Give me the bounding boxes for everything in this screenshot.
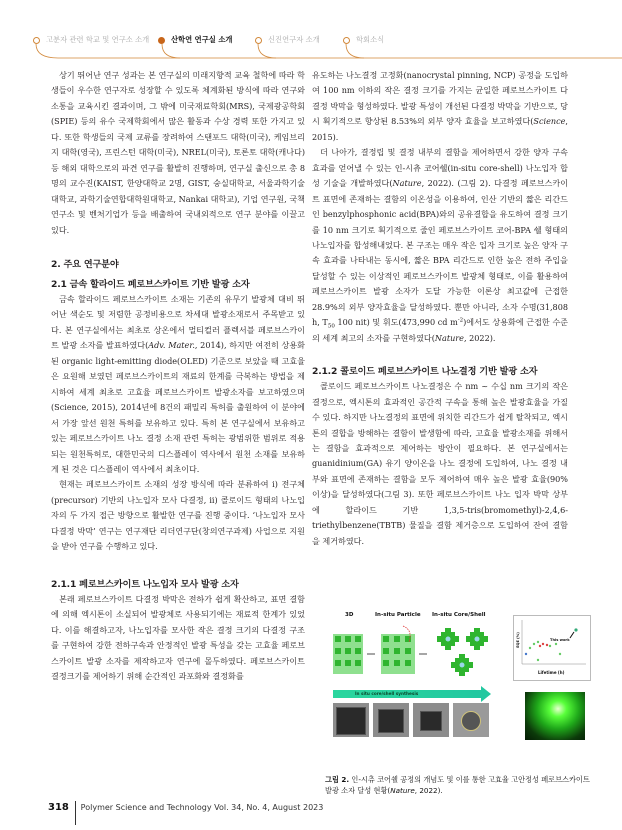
panel-label-core-shell: In-situ Core/Shell	[432, 612, 486, 618]
data-point	[549, 645, 551, 647]
section-nav	[0, 30, 622, 60]
nav-item-new-researchers[interactable]	[255, 35, 320, 45]
arrow-label: In situ core/shell synthesis	[355, 691, 419, 696]
nav-item-label: 신진연구자 소개	[268, 35, 320, 44]
panel-label-3d: 3D	[345, 612, 354, 618]
citation: Nature	[392, 178, 422, 189]
caption-text: 인-시츄 코어쉘 공정의 개념도 및 이를 통한 고효율 고안정성 페로브스카이트 발광 소자 달성 현황(	[325, 775, 590, 795]
nav-circle-icon	[343, 37, 350, 44]
citation: Nature	[434, 332, 464, 343]
data-point	[525, 653, 527, 655]
nav-circle-icon	[255, 37, 262, 44]
paragraph-2-1-a	[51, 292, 305, 477]
arrow-head-icon	[481, 686, 491, 702]
nav-item-society-news[interactable]	[343, 35, 384, 45]
core-shell-particles	[437, 628, 488, 676]
text-span: 유도하는 나노결정 고정화(nanocrystal pinning, NCP) 공정을 도입하여 100 nm 이하의 작은 결정 크기를 가지는 균일한 페로브스카이트 다결정 박막을 형성하였다. 발광 특성이 개선된 다결정 박막을 기반으로, 당시 획기적으로 향상된 8.53%의 외부 양자 효율을 보고하였다(	[312, 70, 568, 127]
paragraph-continued	[312, 68, 568, 145]
paragraph-2-1-b: 현재는 페로브스카이트 소재의 성장 방식에 따라 분류하여 i) 전구체(precursor) 기반의 나노입자 모사 다결정, ii) 콜로이드 형태의 나노입자의 두 가지 접근 방향으로 활발한 연구를 진행 중이다. ‘나노입자 모사 다결정 박막’ 연구는 연구재단 리더연구단(창의연구과제) 사업으로 지원을 받아 연구를 수행하고 있다.	[51, 479, 305, 552]
data-point-this-work	[574, 628, 577, 631]
chart-annotation: This work	[550, 638, 570, 642]
data-point	[546, 644, 548, 646]
nav-item-label: 산학연 연구실 소개	[171, 35, 233, 44]
figure-2	[325, 612, 590, 792]
data-point	[542, 643, 544, 645]
text-span: , 2022). (그림 2). 다결정 페로브스카이트 표면에 존재하는 결함의 이온성을 이용하여, 인산 기반의 짧은 리간드인 benzylphosphonic acid(BPA)와의 공유결합을 유도하여 결정 크기를 10 nm 크기로 획기적으로 줄인 페로브스카이트 코어-BPA 쉘 형태의 나노입자를 합성해내었다. 본 구조는 매우 작은 입자 크기로 높은 양자 구속 효과를 나타내는 동시에, 짧은 BPA 리간드로 인한 높은 전하 주입을 달성할 수 있는 이상적인 페로브스카이트 발광체 형태로, 이를 활용하여 페로브스카이트 발광 소자가 도달 가능한 이론상 최고값에 근접한 28.9%의 외부 양자효율을 달성하였다. 뿐만 아니라, 소자 수명(31,808 h, T	[312, 178, 569, 328]
left-column	[51, 68, 305, 684]
lattice-3d	[333, 634, 363, 674]
data-point	[537, 641, 539, 643]
eqe-lifetime-chart	[513, 615, 591, 681]
citation: Science	[533, 116, 566, 127]
data-point	[537, 659, 539, 661]
chart-xlabel: Lifetime (h)	[538, 670, 565, 675]
footer-divider	[75, 801, 76, 825]
nav-circle-icon	[33, 37, 40, 44]
tem-image	[453, 703, 489, 737]
text-span: 금속 할라이드 페로브스카이트 소재는 기존의 유무기 발광체 대비 뛰어난 색순도 및 저렴한 공정비용으로 차세대 발광소재로서 주목받고 있다. 본 연구실에서는 최초로 상온에서 멀티컬러 플렉서블 페로브스카이트 발광 소자를 발표하였다(	[51, 293, 305, 351]
text-span: 100 nit) 및 휘도(473,990 cd m	[334, 317, 458, 328]
page-footer	[48, 789, 323, 825]
tem-image	[333, 703, 369, 737]
figure-caption	[325, 775, 590, 796]
data-point	[559, 653, 561, 655]
panel-label-particle: In-situ Particle	[375, 612, 421, 618]
data-point	[555, 643, 557, 645]
citation: Adv. Mater.	[148, 340, 195, 351]
text-span: )에서도 상용화에 근접한 수준의 세계 최고의 소자를 구현하였다(	[312, 317, 569, 343]
crystal-schematic	[325, 620, 510, 684]
caption-label: 그림 2.	[325, 775, 350, 784]
nav-item-label: 고분자 관련 학교 및 연구소 소개	[46, 35, 150, 44]
tem-image	[413, 703, 449, 737]
data-point	[529, 647, 531, 649]
paragraph-2-1-2: 콜로이드 페로브스카이트 나노결정은 수 nm ~ 수십 nm 크기의 작은 결정으로, 엑시톤의 효과적인 공간적 구속을 통해 높은 발광효율을 가질 수 있다. 하지만 나노결정의 표면에 위치한 리간드가 쉽게 탈착되고, 엑시톤의 결합을 방해하는 결함이 발생함에 따라, 고효율 발광소재를 위해서는 결함을 효과적으로 제어하는 방안이 필요하다. 본 연구실에서는 guanidinium(GA) 유기 양이온을 나노 결정에 도입하여, 나노 결정 내부와 표면에 존재하는 결함을 모두 제어하여 매우 높은 발광 효율(90% 이상)을 달성하였다(그림 3). 또한 페로브스카이트 나노 입자 박막 상부에 할라이드 기반 1,3,5-tris(bromomethyl)-2,4,6-triethylbenzene(TBTB) 물질을 결함 제거층으로 도입하여 잔여 결함을 제거하였다.	[312, 381, 568, 546]
heading-2-1-1: 2.1.1 페로브스카이트 나노입자 모사 발광 소자	[51, 578, 239, 590]
tem-image	[373, 703, 409, 737]
nav-item-schools[interactable]	[33, 35, 149, 45]
paragraph-core-shell	[312, 145, 568, 346]
paragraph-2-1-1: 본래 페로브스카이트 다결정 박막은 전하가 쉽게 확산하고, 표면 결함에 의해 엑시톤이 소실되어 발광체로 사용되기에는 재료적 한계가 있었다. 이를 해결하고자, 나노입자를 모사한 작은 결정 크기의 다결정 구조를 구현하여 강한 전하구속과 안정적인 발광 특성을 갖는 고효율 페로브스카이트 발광 소자를 제작하고자 연구에 몰두하였다. 페로브스카이트 결정크기를 제어하기 위해 순간적인 과포화와 결정화를	[51, 593, 305, 681]
right-column	[312, 68, 568, 549]
subscript: 50	[327, 323, 335, 330]
text-span: 더 나아가, 결정립 및 결정 내부의 결함을 제어하면서 강한 양자 구속 효과를 얻어낼 수 있는 인-시츄 코어쉘(in-situ core-shell) 나노입자 합성 기술을 개발하였다(	[312, 147, 568, 189]
nav-item-labs[interactable]	[158, 35, 232, 45]
nav-circle-filled-icon	[158, 37, 165, 44]
device-emission-photo	[525, 692, 585, 740]
heading-main-research: 2. 주요 연구분야	[51, 258, 119, 270]
page-number: 318	[48, 801, 69, 813]
text-span: , 2022).	[463, 332, 496, 343]
nav-item-label: 학회소식	[356, 35, 385, 44]
caption-citation: Nature	[390, 785, 415, 795]
data-point	[539, 645, 541, 647]
chart-ylabel: EQE (%)	[515, 632, 520, 648]
heading-2-1: 2.1 금속 할라이드 페로브스카이트 기반 발광 소자	[51, 278, 250, 290]
arrow-icon	[570, 632, 574, 638]
text-span: , 2014), 하지만 여전히 상용화된 organic light-emitting diode(OLED) 기준으로 보았을 때 고효율은 요원해 보였던 페로브스카이트의 재료의 한계를 극복하는 방법을 제시하여 세계 최초로 고효율 페로브스카이트 발광소자를 보고하였으며(Science, 2015), 2014년에 8건의 패밀리 특허를 출원하여 이 분야에서 가장 앞선 원천 특허를 보유하고 있다. 특히 본 연구실에서 보유하고 있는 페로브스카이트 나노 결정 소재 관련 특허는 광범위한 범위로 적용되는 원천특허로, 대한민국의 디스플레이 역사에서 원천 소재를 보유하게 된 것은 디스플레이 역사에서 최초이다.	[51, 340, 305, 474]
heading-2-1-2: 2.1.2 콜로이드 페로브스카이트 나노결정 기반 발광 소자	[312, 366, 538, 378]
paragraph-intro: 상기 뛰어난 연구 성과는 본 연구실의 미래지향적 교육 철학에 따라 학생들이 우수한 연구자로 성장할 수 있도록 체계화된 방식에 따라 연구와 소통을 교육시킨 결과이며, 그 밖에 미국재료학회(MRS), 국제광공학회(SPIE) 등의 유수 국제학회에서 많은 활동과 수상 경력 또한 가지고 있다. 또한 학생들의 국제 교류를 장려하여 스탠포드 대학(미국), 케임브리지 대학(영국), 프린스턴 대학(미국), NREL(미국), 토론토 대학(캐나다) 등 해외 대학으로의 파견 연구를 활발히 진행하며, 연구실 출신으로 총 8명의 교수진(KAIST, 한양대학교 2명, GIST, 숭실대학교, 서울과학기술대학교, 과학기술연합대학원대학교, Nankai 대학교), 기업 연구원, 국책연구소 및 벤처기업가 등을 배출하여 국내외적으로 연구 분야를 이끌고 있다.	[51, 70, 305, 235]
data-point	[533, 643, 535, 645]
caption-end: , 2022).	[414, 785, 443, 795]
text-span: , 2015).	[312, 116, 568, 142]
lattice-particle	[381, 626, 415, 674]
journal-info: Polymer Science and Technology Vol. 34, No. 4, August 2023	[80, 802, 324, 812]
superscript: -2	[457, 317, 464, 324]
